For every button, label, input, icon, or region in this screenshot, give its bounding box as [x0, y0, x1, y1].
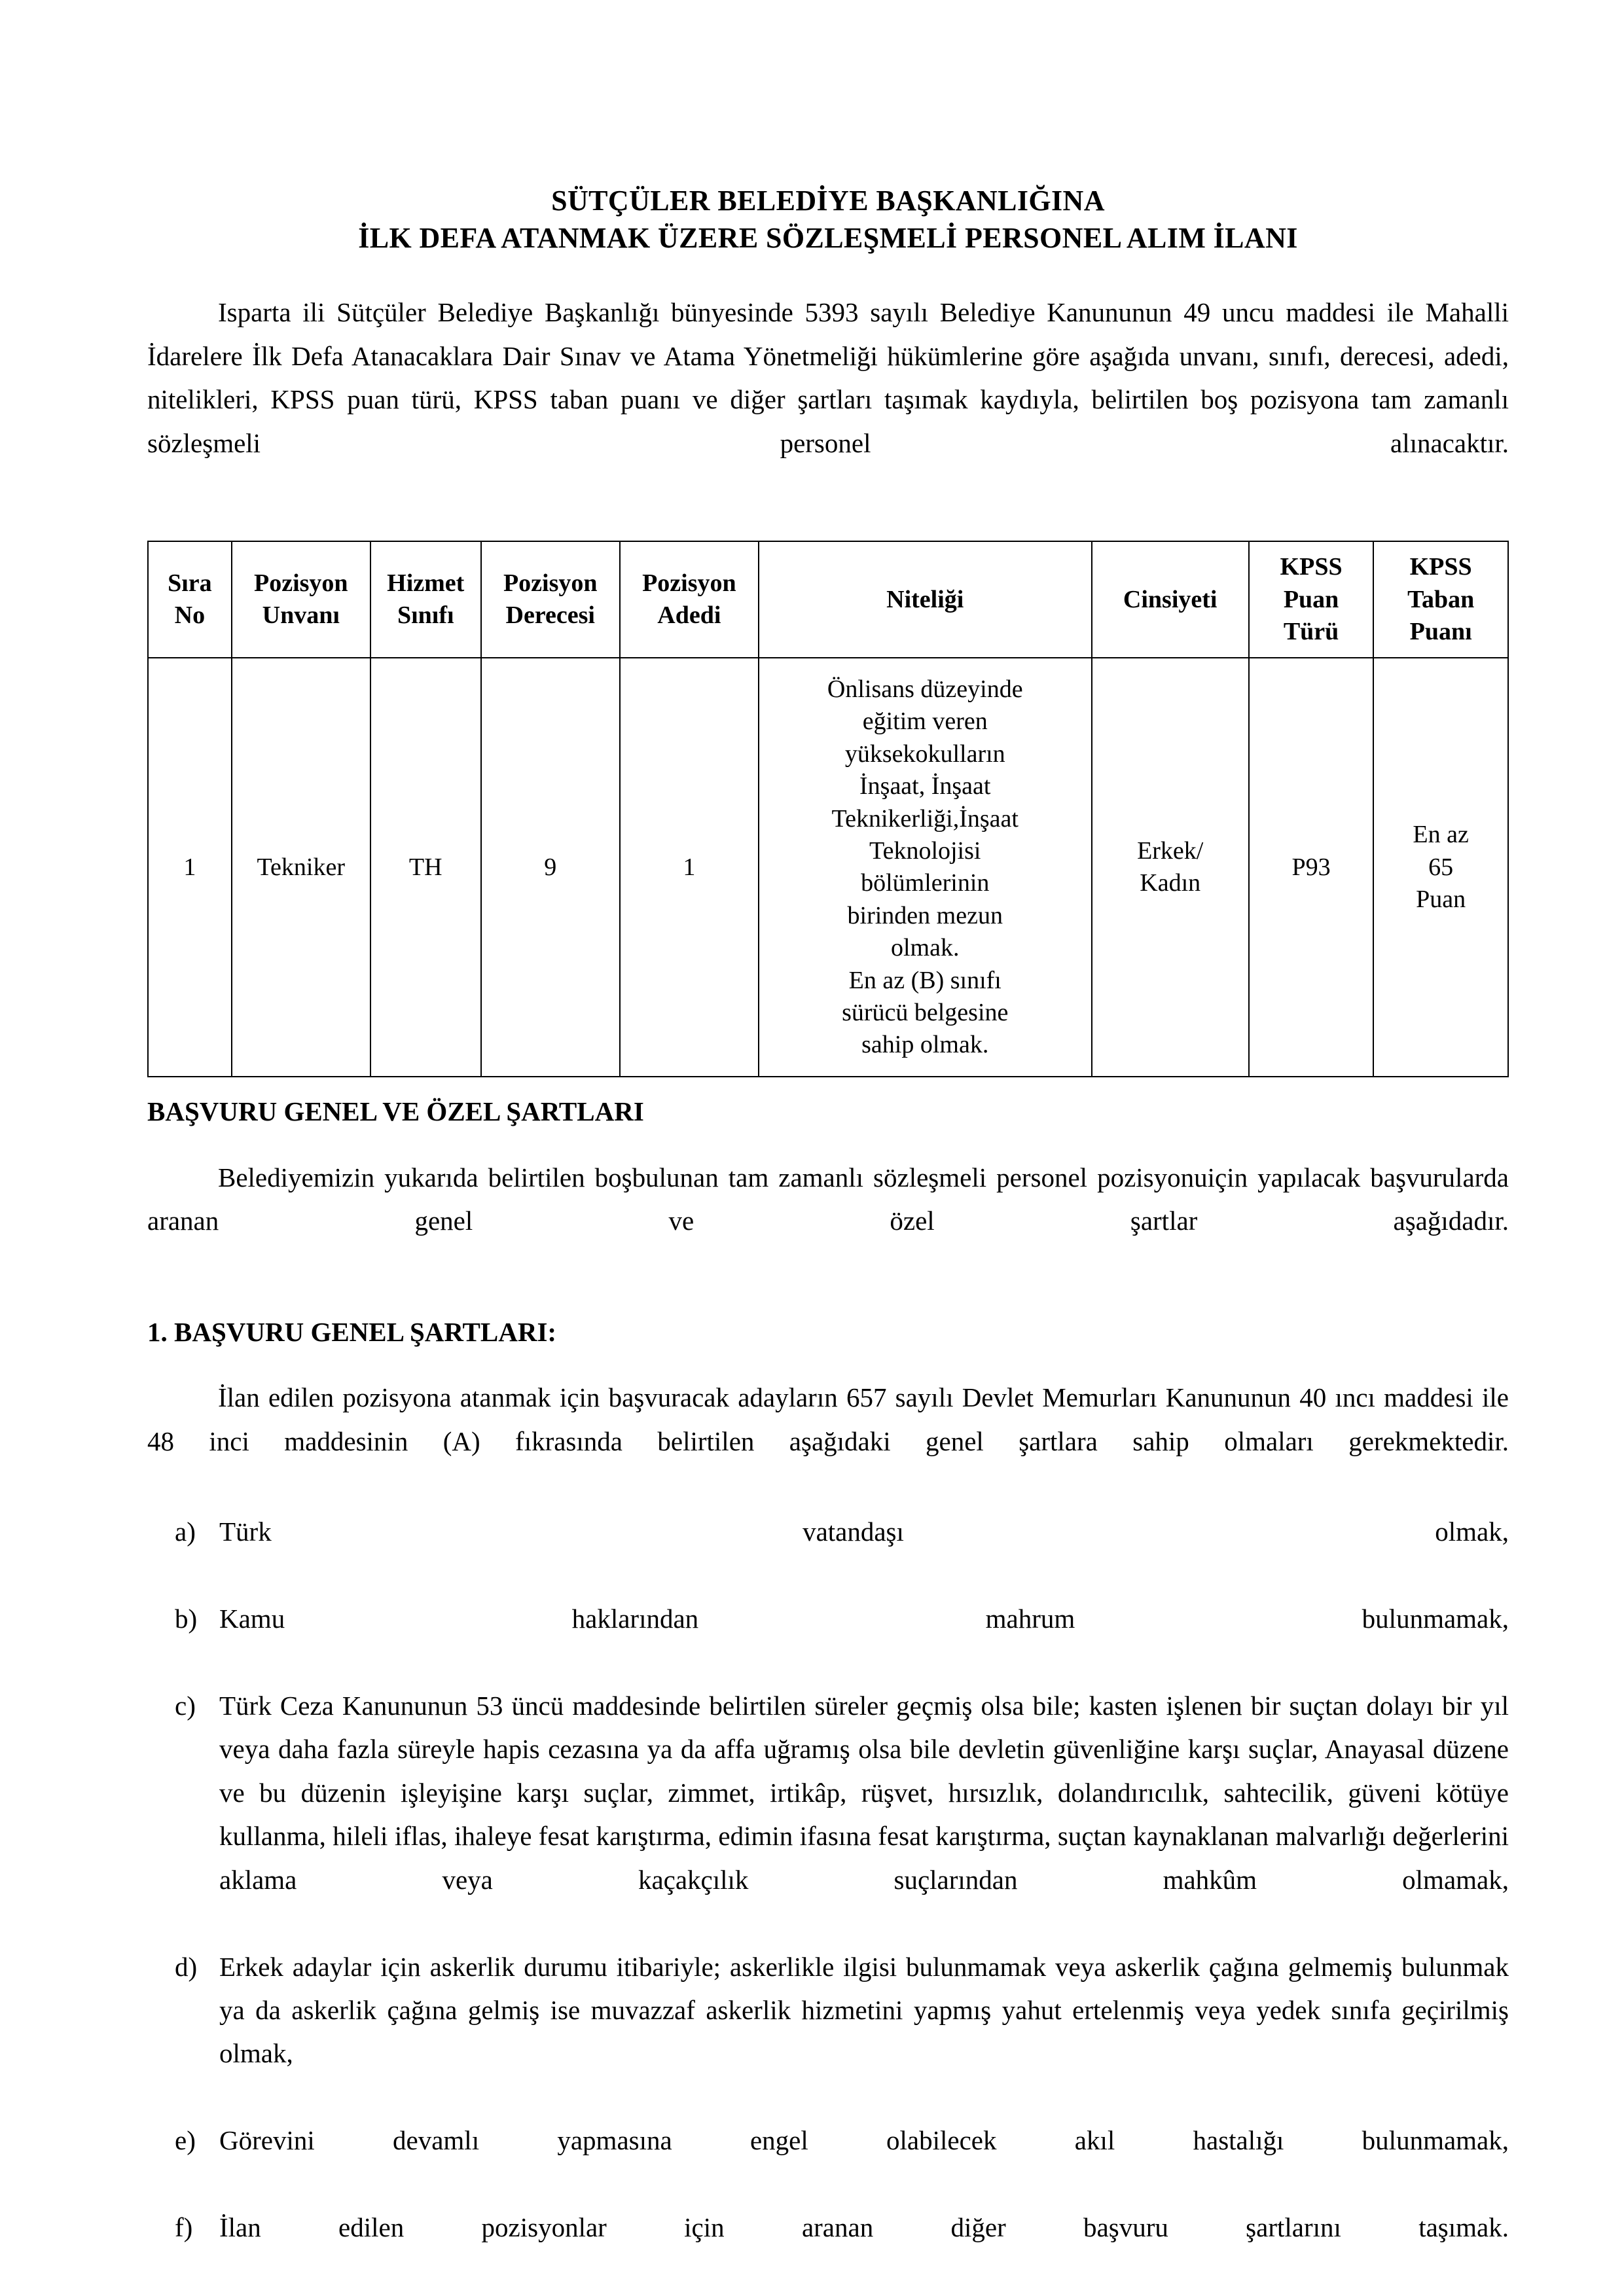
niteligi-line: yüksekokulların [844, 740, 1005, 768]
positions-table [147, 541, 1509, 1077]
header-pozisyon-unvani-line-1: Pozisyon [253, 569, 348, 598]
kpss-taban-line-3: Puan [1416, 886, 1466, 914]
niteligi-line: Önlisans düzeyinde [827, 675, 1023, 704]
section-heading-general-conditions: 1. BAŞVURU GENEL ŞARTLARI: [147, 1316, 557, 1347]
intro-paragraph: Isparta ili Sütçüler Belediye Başkanlığı bünyesinde 5393 sayılı Belediye Kanununun 49 uncu maddesi ile Mahalli İdarelere İlk Defa Atanacaklara Dair Sınav ve Atama Yönetmeliği hükümlerine göre aşağıda unvanı, sınıfı, derecesi, adedi, nitelikleri, KPSS puan türü, KPSS taban puanı ve diğer şartları taşımak kaydıyla, belirtilen boş pozisyona tam zamanlı sözleşmeli personel alınacaktır. [147, 297, 1509, 458]
header-cinsiyeti: Cinsiyeti [1092, 541, 1249, 658]
general-conditions-list [147, 1510, 1509, 2292]
header-pozisyon-derecesi [481, 541, 620, 658]
header-kpss-taban-puani-line-3: Puanı [1409, 618, 1472, 646]
niteligi-line: bölümlerinin [861, 869, 990, 897]
document-title-line-2: İLK DEFA ATANMAK ÜZERE SÖZLEŞMELİ PERSONEL ALIM İLANI [358, 222, 1298, 255]
header-pozisyon-adedi-line-1: Pozisyon [642, 569, 736, 598]
header-kpss-puan-turu [1249, 541, 1373, 658]
list-item [147, 2119, 1509, 2206]
kpss-taban-line-1: En az [1413, 821, 1469, 849]
table-row [148, 658, 1508, 1077]
niteligi-line: olmak. [891, 934, 960, 962]
header-pozisyon-adedi-line-2: Adedi [657, 601, 721, 630]
document-title [147, 0, 1509, 257]
header-kpss-puan-turu-line-3: Türü [1283, 618, 1339, 646]
niteligi-line: sürücü belgesine [842, 998, 1009, 1026]
header-niteligi: Niteliği [759, 541, 1092, 658]
niteligi-line: birinden mezun [847, 901, 1003, 929]
niteligi-line: En az (B) sınıfı [848, 966, 1001, 994]
list-item-text: Türk vatandaşı olmak, [219, 1516, 1509, 1547]
list-item-marker: a) [175, 1516, 196, 1547]
general-conditions-paragraph: İlan edilen pozisyona atanmak için başvuracak adayların 657 sayılı Devlet Memurları Kanununun 40 ıncı maddesi ile 48 inci maddesinin (A) fıkrasında belirtilen aşağıdaki genel şartlara sahip olmaları gerekmektedir. [147, 1382, 1509, 1456]
header-kpss-taban-puani-line-1: KPSS [1409, 553, 1472, 581]
kpss-taban-line-2: 65 [1428, 853, 1454, 881]
header-pozisyon-derecesi-line-1: Pozisyon [503, 569, 598, 598]
header-pozisyon-adedi [620, 541, 759, 658]
header-sira-no-line-1: Sıra [168, 569, 212, 598]
niteligi-line: sahip olmak. [861, 1031, 989, 1059]
list-item [147, 2206, 1509, 2293]
apply-conditions-paragraph: Belediyemizin yukarıda belirtilen boşbulunan tam zamanlı sözleşmeli personel pozisyonuiçin yapılacak başvurularda aranan genel ve özel şartlar aşağıdadır. [147, 1162, 1509, 1236]
header-hizmet-sinifi-line-2: Sınıfı [397, 601, 454, 630]
cell-kpss-puan-turu: P93 [1249, 658, 1373, 1077]
niteligi-line: İnşaat, İnşaat [859, 772, 991, 800]
list-item-marker: b) [175, 1604, 198, 1634]
header-kpss-taban-puani-line-2: Taban [1407, 585, 1475, 613]
cinsiyeti-line-1: Erkek/ [1137, 837, 1204, 865]
list-item-text: Kamu haklarından mahrum bulunmamak, [219, 1604, 1509, 1634]
header-sira-no-line-2: No [174, 601, 206, 630]
positions-table-wrapper [147, 541, 1509, 1077]
header-kpss-puan-turu-line-2: Puan [1283, 585, 1339, 613]
cell-pozisyon-adedi: 1 [620, 658, 759, 1077]
list-item-text: Görevini devamlı yapmasına engel olabilecek akıl hastalığı bulunmamak, [219, 2125, 1509, 2156]
list-item-marker: e) [175, 2125, 196, 2156]
header-pozisyon-unvani-line-2: Unvanı [262, 601, 340, 630]
list-item-marker: f) [175, 2212, 193, 2242]
cell-niteligi [759, 658, 1092, 1077]
cell-pozisyon-derecesi: 9 [481, 658, 620, 1077]
section-heading-apply-conditions: BAŞVURU GENEL VE ÖZEL ŞARTLARI [147, 1096, 644, 1127]
cell-pozisyon-unvani: Tekniker [232, 658, 370, 1077]
header-pozisyon-unvani [232, 541, 370, 658]
header-hizmet-sinifi-line-1: Hizmet [387, 569, 465, 598]
cell-sira-no: 1 [148, 658, 232, 1077]
header-kpss-taban-puani [1373, 541, 1508, 658]
cell-kpss-taban-puani [1373, 658, 1508, 1077]
list-item [147, 1510, 1509, 1597]
list-item-text: Türk Ceza Kanununun 53 üncü maddesinde belirtilen süreler geçmiş olsa bile; kasten işlenen bir suçtan dolayı bir yıl veya daha fazla süreyle hapis cezasına ya da affa uğramış olsa bile devletin güvenliğine karşı suçlar, Anayasal düzene ve bu düzenin işleyişine karşı suçlar, zimmet, irtikâp, rüşvet, hırsızlık, dolandırıcılık, sahtecilik, güveni kötüye kullanma, hileli iflas, ihaleye fesat karıştırma, edimin ifasına fesat karıştırma, suçtan kaynaklanan malvarlığı değerlerini aklama veya kaçakçılık suçlarından mahkûm olmamak, [219, 1691, 1509, 1895]
cinsiyeti-line-2: Kadın [1140, 869, 1201, 897]
niteligi-line: Teknikerliği,İnşaat [831, 804, 1019, 833]
list-item-marker: d) [175, 1951, 198, 1982]
niteligi-line: eğitim veren [862, 708, 988, 736]
list-item [147, 1597, 1509, 1684]
cell-cinsiyeti [1092, 658, 1249, 1077]
niteligi-line: Teknolojisi [869, 837, 981, 865]
list-item [147, 1684, 1509, 1945]
table-header-row [148, 541, 1508, 658]
header-kpss-puan-turu-line-1: KPSS [1280, 553, 1343, 581]
document-content [147, 0, 1509, 2293]
cell-hizmet-sinifi: TH [370, 658, 481, 1077]
header-pozisyon-derecesi-line-2: Derecesi [505, 601, 595, 630]
list-item-marker: c) [175, 1691, 196, 1721]
list-item [147, 1945, 1509, 2119]
header-hizmet-sinifi [370, 541, 481, 658]
list-item-text: İlan edilen pozisyonlar için aranan diğer başvuru şartlarını taşımak. [219, 2212, 1509, 2242]
header-sira-no [148, 541, 232, 658]
document-title-line-1: SÜTÇÜLER BELEDİYE BAŞKANLIĞINA [551, 185, 1105, 217]
list-item-text: Erkek adaylar için askerlik durumu itibariyle; askerlikle ilgisi bulunmamak veya askerlik çağına gelmemiş bulunmak ya da askerlik çağına gelmiş ise muvazzaf askerlik hizmetini yapmış yahut ertelenmiş veya yedek sınıfa geçirilmiş olmak, [219, 1951, 1509, 2069]
